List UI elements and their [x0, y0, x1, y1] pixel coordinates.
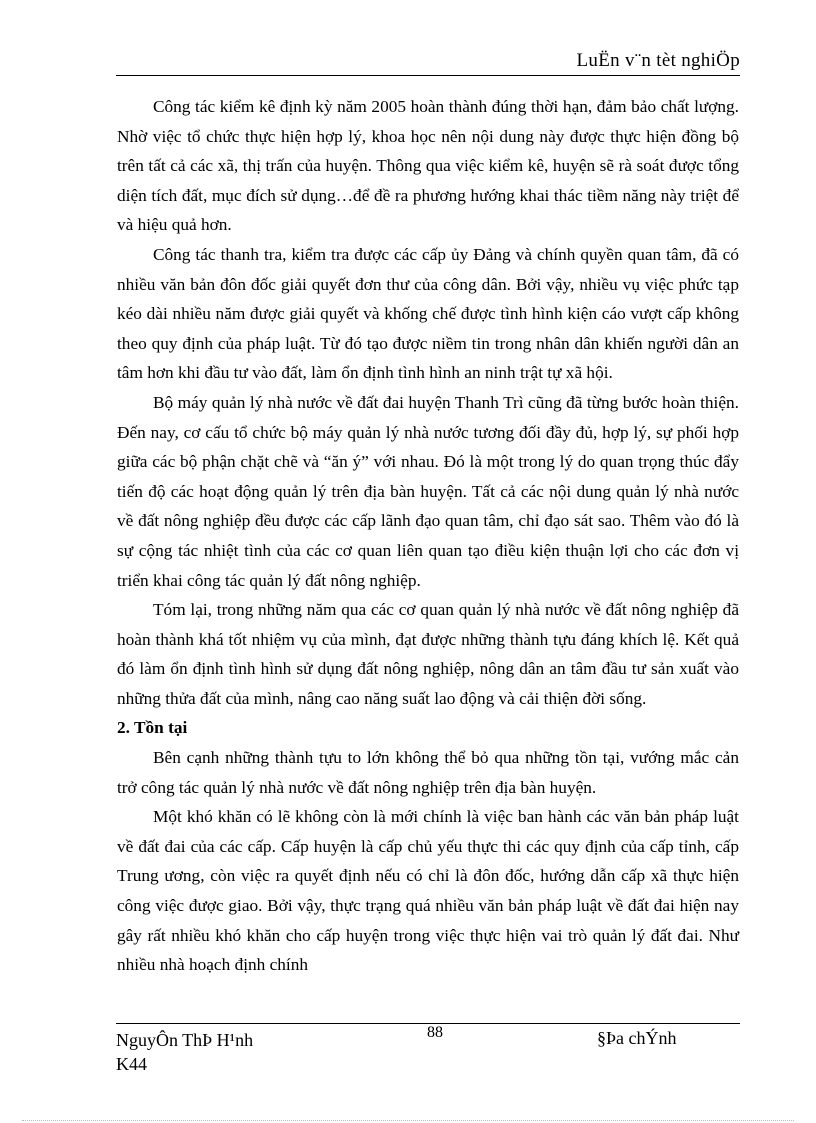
header-rule: [116, 75, 740, 76]
section-heading: 2. Tồn tại: [117, 718, 188, 738]
page-edge-divider: [22, 1120, 794, 1121]
section-paragraph-2: Một khó khăn có lẽ không còn là mới chính là việc ban hành các văn bản pháp luật về đất đai của các cấp. Cấp huyện là cấp chủ yếu thực thi các quy định của cấp tỉnh, cấp Trung ương, còn việc ra quyết định nếu có chỉ là đôn đốc, hướng dẫn cấp xã thực hiện công việc được giao. Bởi vậy, thực trạng quá nhiều văn bản pháp luật về đất đai hiện nay gây rất nhiều khó khăn cho cấp huyện trong việc thực hiện vai trò quản lý đất đai. Như nhiều nhà hoạch định chính: [117, 807, 739, 975]
running-header: LuËn v¨n tèt nghiÖp: [576, 50, 740, 71]
footer-department: §Þa chÝnh: [597, 1028, 677, 1048]
paragraph-3: Bộ máy quản lý nhà nước về đất đai huyện Thanh Trì cũng đã từng bước hoàn thiện. Đến nay, cơ cấu tổ chức bộ máy quản lý nhà nước tương đối đầy đủ, hợp lý, sự phối hợp giữa các bộ phận chặt chẽ và “ăn ý” với nhau. Đó là một trong lý do quan trọng thúc đẩy tiến độ các hoạt động quản lý trên địa bàn huyện. Tất cả các nội dung quản lý nhà nước về đất nông nghiệp đều được các cấp lãnh đạo quan tâm, chỉ đạo sát sao. Thêm vào đó là sự cộng tác nhiệt tình của các cơ quan liên quan tạo điều kiện thuận lợi cho các đơn vị triển khai công tác quản lý đất nông nghiệp.: [117, 392, 739, 590]
paragraph-2: Công tác thanh tra, kiểm tra được các cấp ủy Đảng và chính quyền quan tâm, đã có nhiều văn bản đôn đốc giải quyết đơn thư của công dân. Bởi vậy, nhiều vụ việc phức tạp kéo dài nhiều năm được giải quyết và khống chế được tình hình kiện cáo vượt cấp không theo quy định của pháp luật. Từ đó tạo được niềm tin trong nhân dân khiến người dân an tâm hơn khi đầu tư vào đất, làm ổn định tình hình an ninh trật tự xã hội.: [117, 244, 739, 383]
page-number: 88: [427, 1024, 443, 1041]
footer-author-name: NguyÔn ThÞ H¹nh: [116, 1030, 254, 1050]
paragraph-4: Tóm lại, trong những năm qua các cơ quan quản lý nhà nước về đất nông nghiệp đã hoàn thành khá tốt nhiệm vụ của mình, đạt được những thành tựu đáng khích lệ. Kết quả đó làm ổn định tình hình sử dụng đất nông nghiệp, nông dân an tâm đầu tư sản xuất vào những thửa đất của mình, nâng cao năng suất lao động và cải thiện đời sống.: [117, 600, 739, 708]
body-text: [117, 92, 739, 980]
footer-author-class: K44: [116, 1054, 147, 1074]
paragraph-1: Công tác kiểm kê định kỳ năm 2005 hoàn thành đúng thời hạn, đảm bảo chất lượng. Nhờ việc tổ chức thực hiện hợp lý, khoa học nên nội dung này được thực hiện đồng bộ trên tất cả các xã, thị trấn của huyện. Thông qua việc kiểm kê, huyện sẽ rà soát được tổng diện tích đất, mục đích sử dụng…để đề ra phương hướng khai thác tiềm năng này triệt để và hiệu quả hơn.: [117, 97, 739, 235]
section-paragraph-1: Bên cạnh những thành tựu to lớn không thể bỏ qua những tồn tại, vướng mắc cản trở công tác quản lý nhà nước về đất nông nghiệp trên địa bàn huyện.: [117, 748, 739, 797]
footer-author: [116, 1028, 253, 1076]
